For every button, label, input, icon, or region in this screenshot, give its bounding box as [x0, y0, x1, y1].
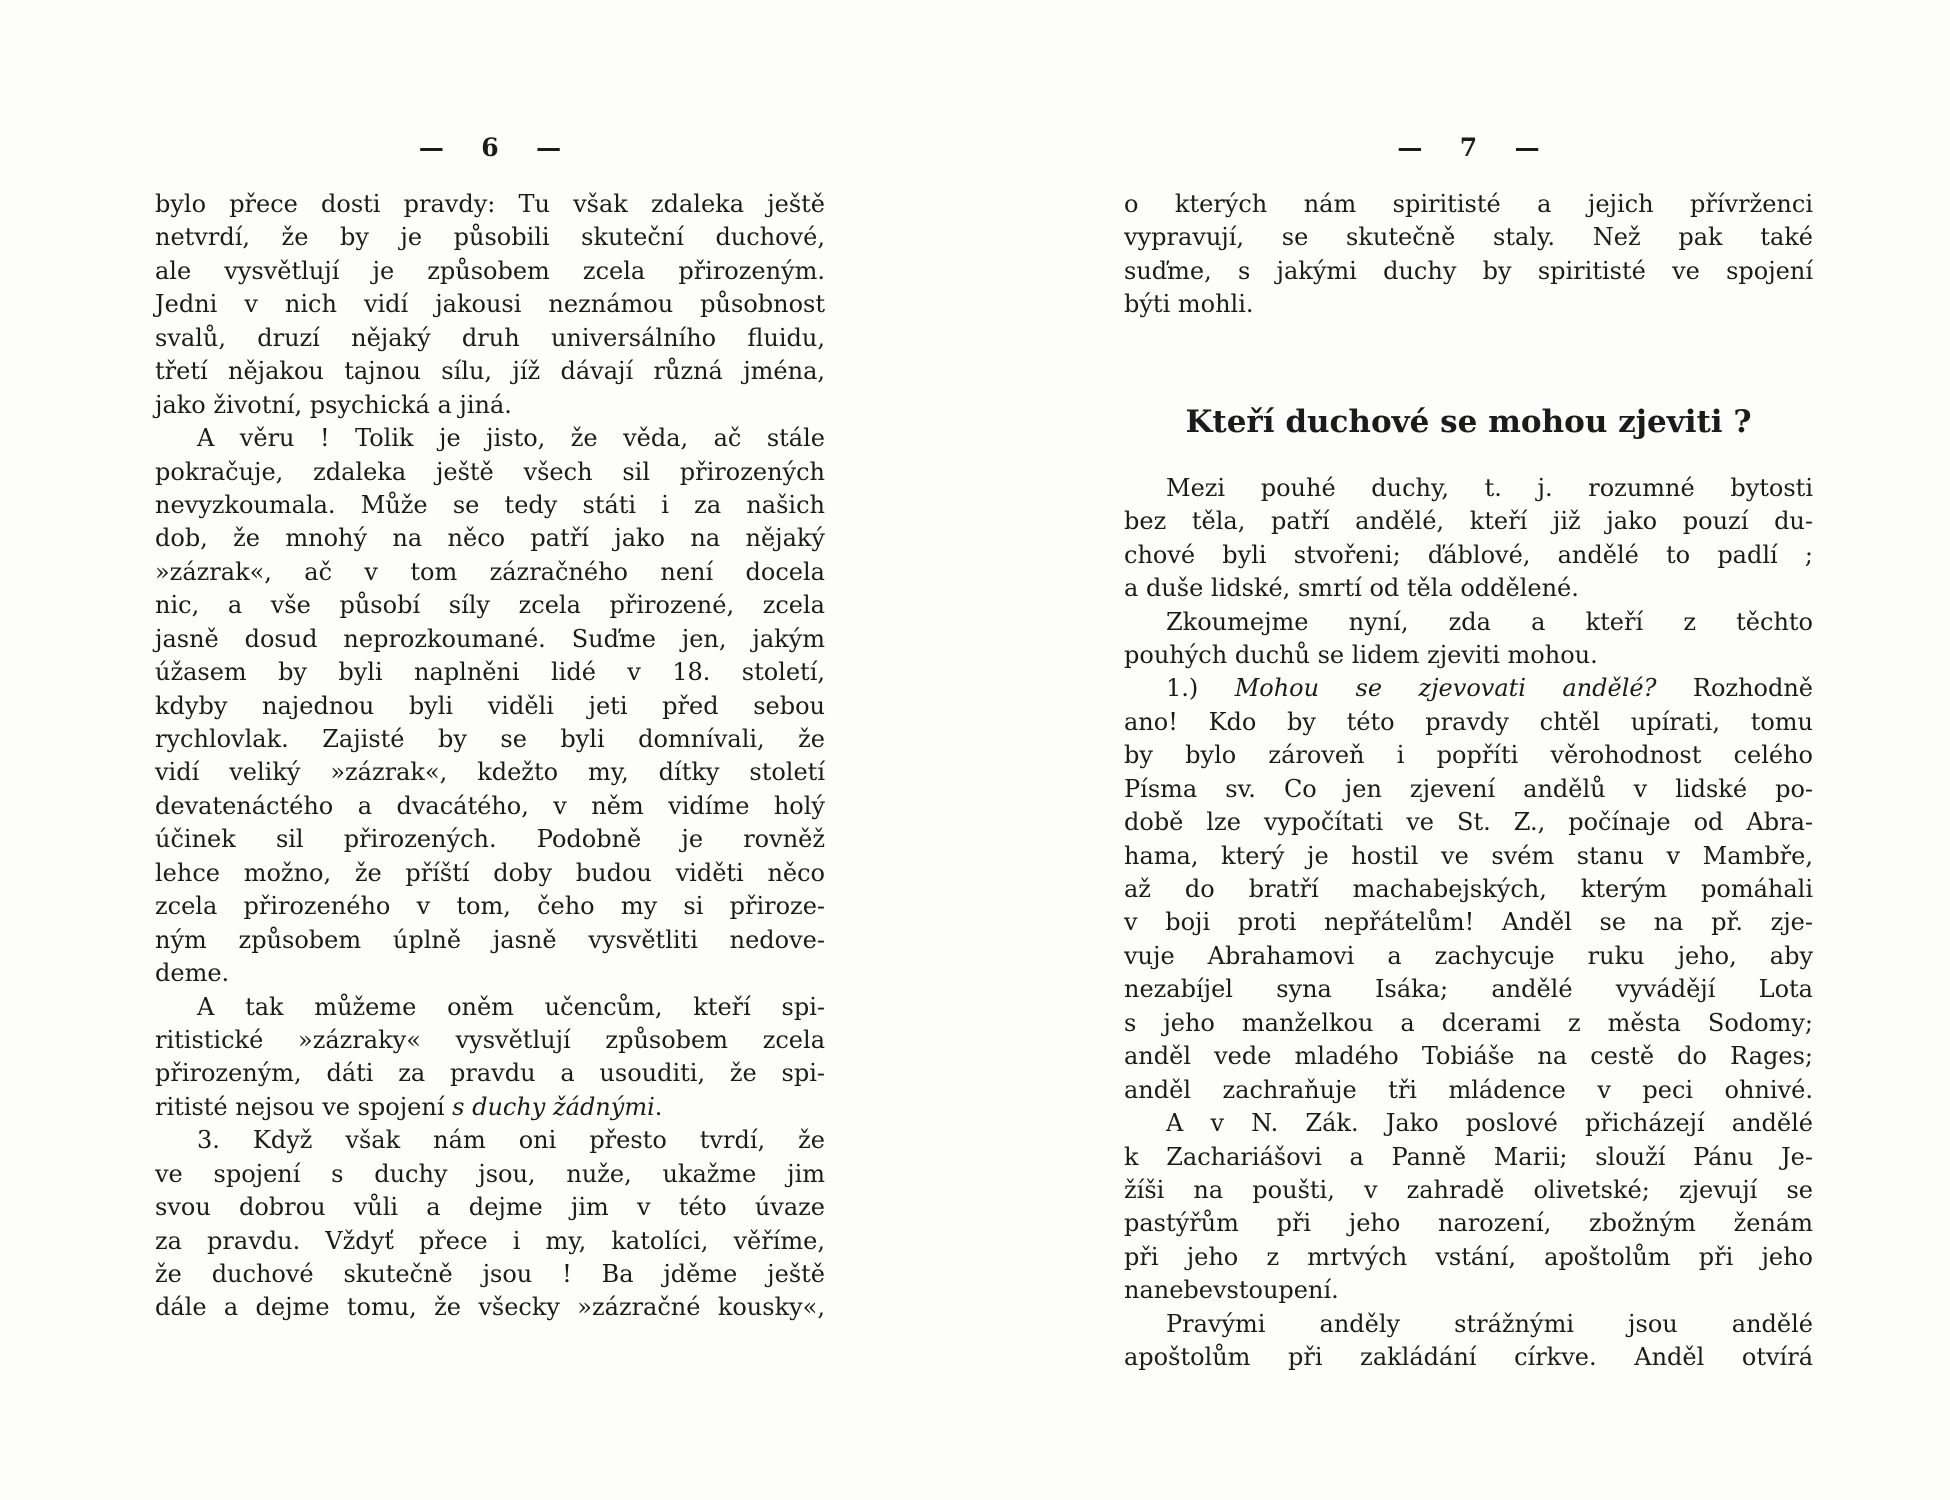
text-segment: kdyby najednou byli viděli jeti před sebou [155, 691, 825, 720]
text-segment: jako životní, psychická a jiná. [155, 390, 512, 419]
text-line [1124, 873, 1813, 906]
text-line [155, 991, 825, 1024]
text-line [155, 823, 825, 856]
text-segment: třetí nějakou tajnou sílu, jíž dávají různá jména, [155, 357, 825, 386]
text-segment: v boji proti nepřátelům! Anděl se na př. zje- [1124, 908, 1813, 937]
text-segment: Mezi pouhé duchy, t. j. rozumné bytosti [1166, 473, 1813, 502]
text-segment: bez těla, patří andělé, kteří již jako pouzí du- [1124, 507, 1813, 536]
page-7-text-column [1124, 188, 1813, 1375]
text-segment: Rozhodně [1656, 674, 1813, 703]
text-segment: . [654, 1092, 663, 1121]
text-segment: a duše lidské, smrtí od těla oddělené. [1124, 574, 1579, 603]
text-line [1124, 773, 1813, 806]
text-segment: by bylo zároveň i popříti věrohodnost celého [1124, 741, 1813, 770]
italic-phrase: s duchy žádnými [452, 1092, 655, 1121]
italic-phrase: Mohou se zjevovati andělé? [1234, 674, 1657, 703]
page-7-intro-paragraph [1124, 188, 1813, 322]
text-line [1124, 1174, 1813, 1207]
text-line [1124, 973, 1813, 1006]
text-line [155, 1024, 825, 1057]
text-segment: nanebevstoupení. [1124, 1276, 1339, 1305]
section-heading: Kteří duchové se mohou zjeviti ? [1185, 403, 1752, 440]
text-segment: apoštolům při zakládání církve. Anděl otvírá [1124, 1343, 1813, 1372]
text-line [1124, 1341, 1813, 1374]
text-line [1124, 1274, 1813, 1307]
text-line [1124, 255, 1813, 288]
text-line [155, 522, 825, 555]
text-line [155, 756, 825, 789]
text-segment: Písma sv. Co jen zjevení andělů v lidské po- [1124, 774, 1813, 803]
text-line [155, 288, 825, 321]
text-segment: Jedni v nich vidí jakousi neznámou působnost [155, 290, 825, 319]
text-segment: zcela přirozeného v tom, čeho my si přiroze- [155, 892, 825, 921]
text-segment: za pravdu. Vždyť přece i my, katolíci, věříme, [155, 1226, 825, 1255]
text-line [1124, 940, 1813, 973]
text-segment: anděl vede mladého Tobiáše na cestě do Rages; [1124, 1042, 1813, 1071]
text-line [155, 1191, 825, 1224]
page-6-text-column [155, 188, 825, 1325]
text-line [155, 656, 825, 689]
text-segment: vypravují, se skutečně staly. Než pak také [1124, 223, 1813, 252]
text-line [155, 1091, 825, 1124]
text-line [1124, 572, 1813, 605]
page-6 [155, 0, 825, 1500]
text-segment: pastýřům při jeho narození, zbožným ženám [1124, 1209, 1813, 1238]
text-segment: bylo přece dosti pravdy: Tu však zdaleka ještě [155, 190, 825, 218]
text-line [1124, 606, 1813, 639]
text-segment: býti mohli. [1124, 290, 1254, 319]
text-segment: rychlovlak. Zajisté by se byli domnívali, že [155, 725, 825, 753]
text-line [1124, 1040, 1813, 1073]
text-line [155, 924, 825, 957]
text-segment: s jeho manželkou a dcerami z města Sodomy; [1124, 1008, 1813, 1037]
text-line [155, 1158, 825, 1191]
text-segment: A věru ! Tolik je jisto, že věda, ač stále [197, 424, 825, 453]
text-line [1124, 288, 1813, 321]
text-segment: 3. Když však nám oni přesto tvrdí, že [197, 1126, 825, 1155]
page-number-right: — 7 — [1397, 133, 1540, 162]
text-segment: přirozeným, dáti za pravdu a usouditi, že spi- [155, 1059, 825, 1088]
text-line [1124, 505, 1813, 538]
text-segment: žíši na poušti, v zahradě olivetské; zjevují se [1124, 1175, 1813, 1204]
text-segment: 1.) [1166, 674, 1235, 703]
text-line [155, 1124, 825, 1157]
text-line [155, 690, 825, 723]
text-line [155, 1258, 825, 1291]
text-segment: Pravými anděly strážnými jsou andělé [1166, 1309, 1813, 1338]
text-segment: dob, že mnohý na něco patří jako na nějaký [155, 524, 825, 553]
text-line [1124, 1074, 1813, 1107]
text-line [155, 723, 825, 756]
text-segment: úžasem by byli naplněni lidé v 18. století, [155, 658, 825, 687]
text-segment: lehce možno, že příští doby budou viděti něco [155, 858, 825, 887]
text-line [155, 255, 825, 288]
text-line [1124, 1141, 1813, 1174]
text-line [155, 456, 825, 489]
text-segment: »zázrak«, ač v tom zázračného není docela [155, 557, 825, 586]
text-line [1124, 739, 1813, 772]
text-segment: anděl zachraňuje tři mládence v peci ohnivé. [1124, 1075, 1813, 1104]
text-segment: k Zachariášovi a Panně Marii; slouží Pánu Je- [1124, 1142, 1813, 1171]
text-line [1124, 806, 1813, 839]
text-segment: při jeho z mrtvých vstání, apoštolům při jeho [1124, 1242, 1813, 1271]
text-line [155, 489, 825, 522]
text-segment: jasně dosud neprozkoumané. Suďme jen, jakým [155, 624, 825, 653]
text-line [1124, 1241, 1813, 1274]
text-line [155, 322, 825, 355]
text-segment: že duchové skutečně jsou ! Ba jděme ještě [155, 1260, 825, 1288]
text-line [1124, 639, 1813, 672]
text-line [155, 389, 825, 422]
text-segment: pouhých duchů se lidem zjeviti mohou. [1124, 640, 1598, 669]
text-segment: vuje Abrahamovi a zachycuje ruku jeho, aby [1124, 941, 1813, 970]
text-line [1124, 672, 1813, 705]
text-line [1124, 840, 1813, 873]
page-7-body-paragraphs [1124, 472, 1813, 1375]
text-line [155, 1291, 825, 1324]
text-segment: době lze vypočítati ve St. Z., počínaje od Abra- [1124, 808, 1813, 837]
text-segment: ritisté nejsou ve spojení [155, 1092, 453, 1121]
text-segment: ale vysvětlují je způsobem zcela přirozeným. [155, 256, 825, 285]
text-line [155, 957, 825, 990]
text-line [1124, 472, 1813, 505]
text-segment: chové byli stvořeni; ďáblové, andělé to padlí ; [1124, 540, 1813, 569]
text-segment: ným způsobem úplně jasně vysvětliti nedove- [155, 925, 825, 954]
text-segment: A tak můžeme oněm učencům, kteří spi- [197, 992, 825, 1021]
text-segment: o kterých nám spiritisté a jejich přívrženci [1124, 190, 1813, 218]
page-number-left: — 6 — [418, 133, 562, 162]
text-segment: nezabíjel syna Isáka; andělé vyvádějí Lota [1124, 975, 1813, 1004]
text-segment: nic, a vše působí síly zcela přirozené, zcela [155, 591, 825, 620]
text-line [155, 1057, 825, 1090]
text-line [155, 623, 825, 656]
text-line [1124, 188, 1813, 221]
text-line [155, 221, 825, 254]
text-line [155, 790, 825, 823]
text-segment: hama, který je hostil ve svém stanu v Mambře, [1124, 841, 1813, 870]
text-segment: netvrdí, že by je působili skuteční duchové, [155, 223, 825, 252]
text-line [1124, 539, 1813, 572]
text-line [1124, 1308, 1813, 1341]
text-line [155, 355, 825, 388]
text-segment: devatenáctého a dvacátého, v něm vidíme holý [155, 791, 825, 820]
text-segment: účinek sil přirozených. Podobně je rovněž [155, 825, 825, 854]
text-line [1124, 221, 1813, 254]
text-segment: pokračuje, zdaleka ještě všech sil přirozených [155, 457, 825, 486]
page-7 [1124, 0, 1813, 1500]
text-segment: nevyzkoumala. Může se tedy státi i za našich [155, 490, 825, 519]
text-line [155, 1225, 825, 1258]
text-segment: až do bratří machabejských, kterým pomáhali [1124, 875, 1813, 903]
text-segment: deme. [155, 959, 230, 988]
text-line [155, 857, 825, 890]
text-line [1124, 1007, 1813, 1040]
text-segment: Zkoumejme nyní, zda a kteří z těchto [1166, 607, 1813, 636]
text-line [1124, 906, 1813, 939]
text-segment: ve spojení s duchy jsou, nuže, ukažme jim [155, 1159, 825, 1188]
text-line [155, 589, 825, 622]
text-segment: suďme, s jakými duchy by spiritisté ve spojení [1124, 256, 1813, 285]
text-line [1124, 706, 1813, 739]
text-line [1124, 1207, 1813, 1240]
text-line [155, 422, 825, 455]
text-line [1124, 1107, 1813, 1140]
text-line [155, 890, 825, 923]
text-segment: ano! Kdo by této pravdy chtěl upírati, tomu [1124, 707, 1813, 736]
text-line [155, 556, 825, 589]
text-segment: vidí veliký »zázrak«, kdežto my, dítky století [155, 758, 825, 787]
text-line [155, 188, 825, 221]
text-segment: dále a dejme tomu, že všecky »zázračné kousky«, [155, 1293, 825, 1322]
text-segment: svou dobrou vůli a dejme jim v této úvaze [155, 1193, 825, 1222]
text-segment: svalů, druzí nějaký druh universálního fluidu, [155, 323, 825, 352]
text-segment: A v N. Zák. Jako poslové přicházejí andělé [1166, 1109, 1813, 1138]
text-segment: ritistické »zázraky« vysvětlují způsobem zcela [155, 1025, 825, 1054]
